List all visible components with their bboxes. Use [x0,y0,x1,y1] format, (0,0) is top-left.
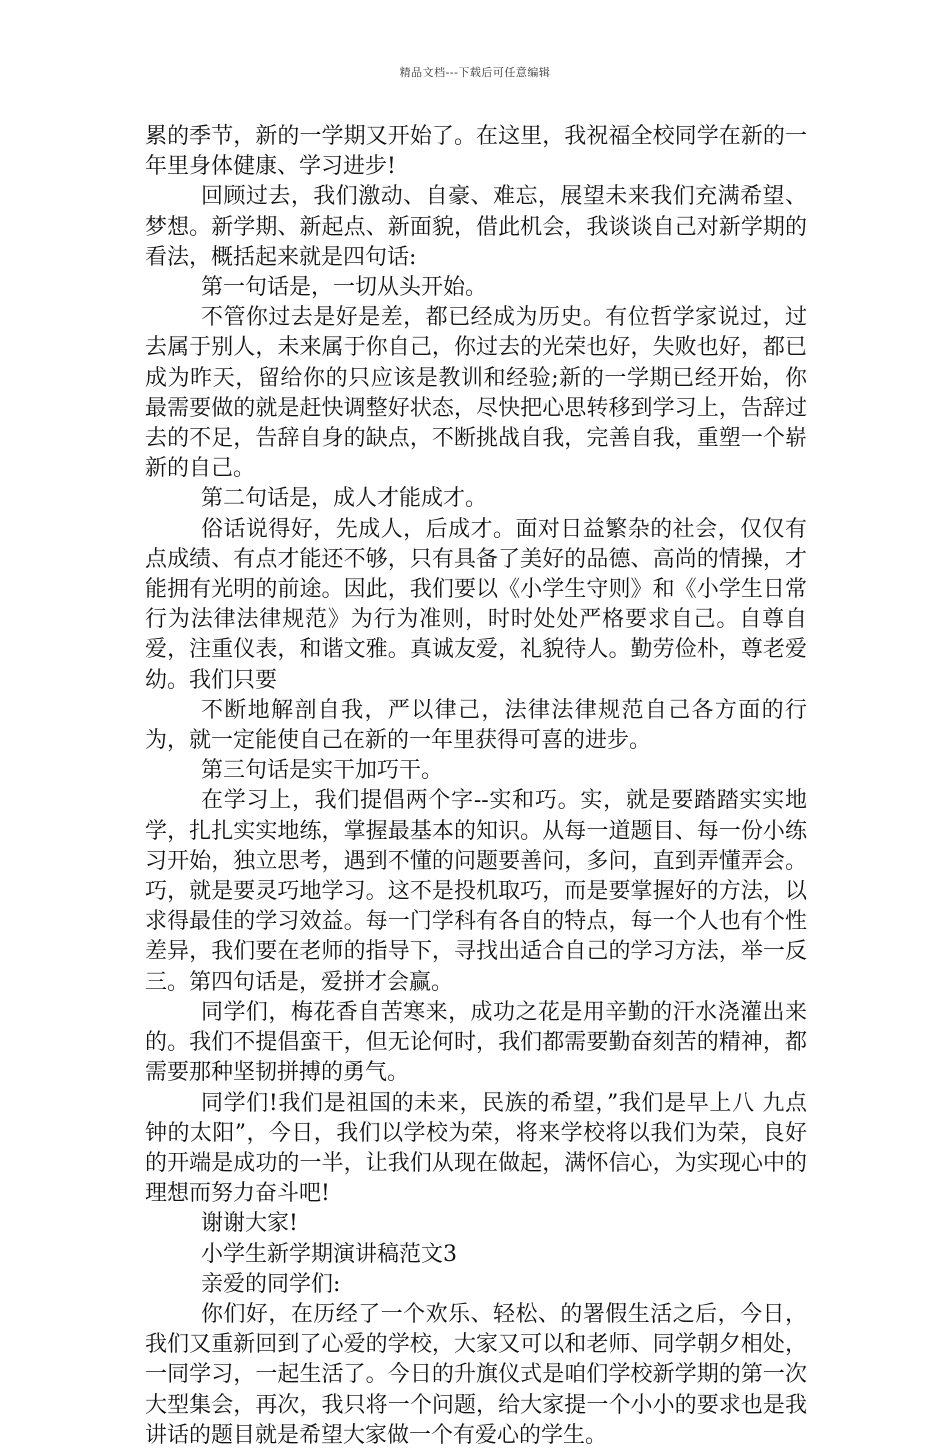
paragraph-review: 回顾过去，我们激动、自豪、难忘，展望未来我们充满希望、梦想。新学期、新起点、新面貌，借此机会，我谈谈自己对新学期的看法，概括起来就是四句话: [145,184,807,270]
page-header: 精品文档---下载后可任意编辑 [399,66,551,79]
paragraph-continuation: 累的季节，新的一学期又开始了。在这里，我祝福全校同学在新的一年里身体健康、学习进步! [145,124,807,180]
document-body [145,122,807,1451]
section-heading-first: 第一句话是，一切从头开始。 [201,275,488,301]
section-heading-second: 第二句话是，成人才能成才。 [201,486,488,512]
paragraph-first-point: 不管你过去是好是差，都已经成为历史。有位哲学家说过，过去属于别人，未来属于你自己，你过去的光荣也好，失败也好，都已成为昨天，留给你的只应该是教训和经验;新的一学期已经开始，你最需要做的就是赶快调整好状态，尽快把心思转移到学习上，告辞过去的不足，告辞自身的缺点，不断挑战自我，完善自我，重塑一个崭新的自己。 [145,305,807,482]
paragraph-third-point: 在学习上，我们提倡两个字--实和巧。实，就是要踏踏实实地学，扎扎实实地练，掌握最基本的知识。从每一道题目、每一份小练习开始，独立思考，遇到不懂的问题要善问，多问，直到弄懂弄会。巧，就是要灵巧地学习。这不是投机取巧，而是要掌握好的方法，以求得最佳的学习效益。每一门学科有各自的特点，每一个人也有个性差异，我们要在老师的指导下，寻找出适合自己的学习方法，举一反三。第四句话是，爱拼才会赢。 [145,788,807,995]
paragraph-second-point-cont: 不断地解剖自我，严以律己，法律法律规范自己各方面的行为，就一定能使自己在新的一年里获得可喜的进步。 [145,697,807,754]
paragraph-speech-intro: 你们好，在历经了一个欢乐、轻松、的署假生活之后，今日，我们又重新回到了心爱的学校，大家又可以和老师、同学朝夕相处，一同学习，一起生活了。今日的升旗仪式是咱们学校新学期的第一次大型集会，再次，我只将一个问题，给大家提一个小小的要求也是我讲话的题目就是希望大家做一个有爱心的学生。 [145,1301,807,1448]
paragraph-fourth-point: 同学们，梅花香自苦寒来，成功之花是用辛勤的汗水浇灌出来的。我们不提倡蛮干，但无论何时，我们都需要勤奋刻苦的精神，都需要那种坚韧拼搏的勇气。 [145,999,807,1086]
paragraph-closing: 同学们!我们是祖国的未来，民族的希望，”我们是早上八 九点钟的太阳”，今日，我们以学校为荣，将来学校将以我们为荣，良好的开端是成功的一半，让我们从现在做起，满怀信心，为实现心中的理想而努力奋斗吧! [145,1090,807,1207]
section-heading-third: 第三句话是实干加巧干。 [201,758,444,784]
speech-title: 小学生新学期演讲稿范文3 [201,1241,457,1267]
paragraph-thanks: 谢谢大家! [201,1211,298,1237]
salutation: 亲爱的同学们: [201,1271,341,1297]
paragraph-second-point: 俗话说得好，先成人，后成才。面对日益繁杂的社会，仅仅有点成绩、有点才能还不够，只有具备了美好的品德、高尚的情操，才能拥有光明的前途。因此，我们要以《小学生守则》和《小学生日常行为法律法律规范》为行为准则，时时处处严格要求自己。自尊自爱，注重仪表，和谐文雅。真诚友爱，礼貌待人。勤劳俭朴，尊老爱幼。我们只要 [145,516,807,693]
